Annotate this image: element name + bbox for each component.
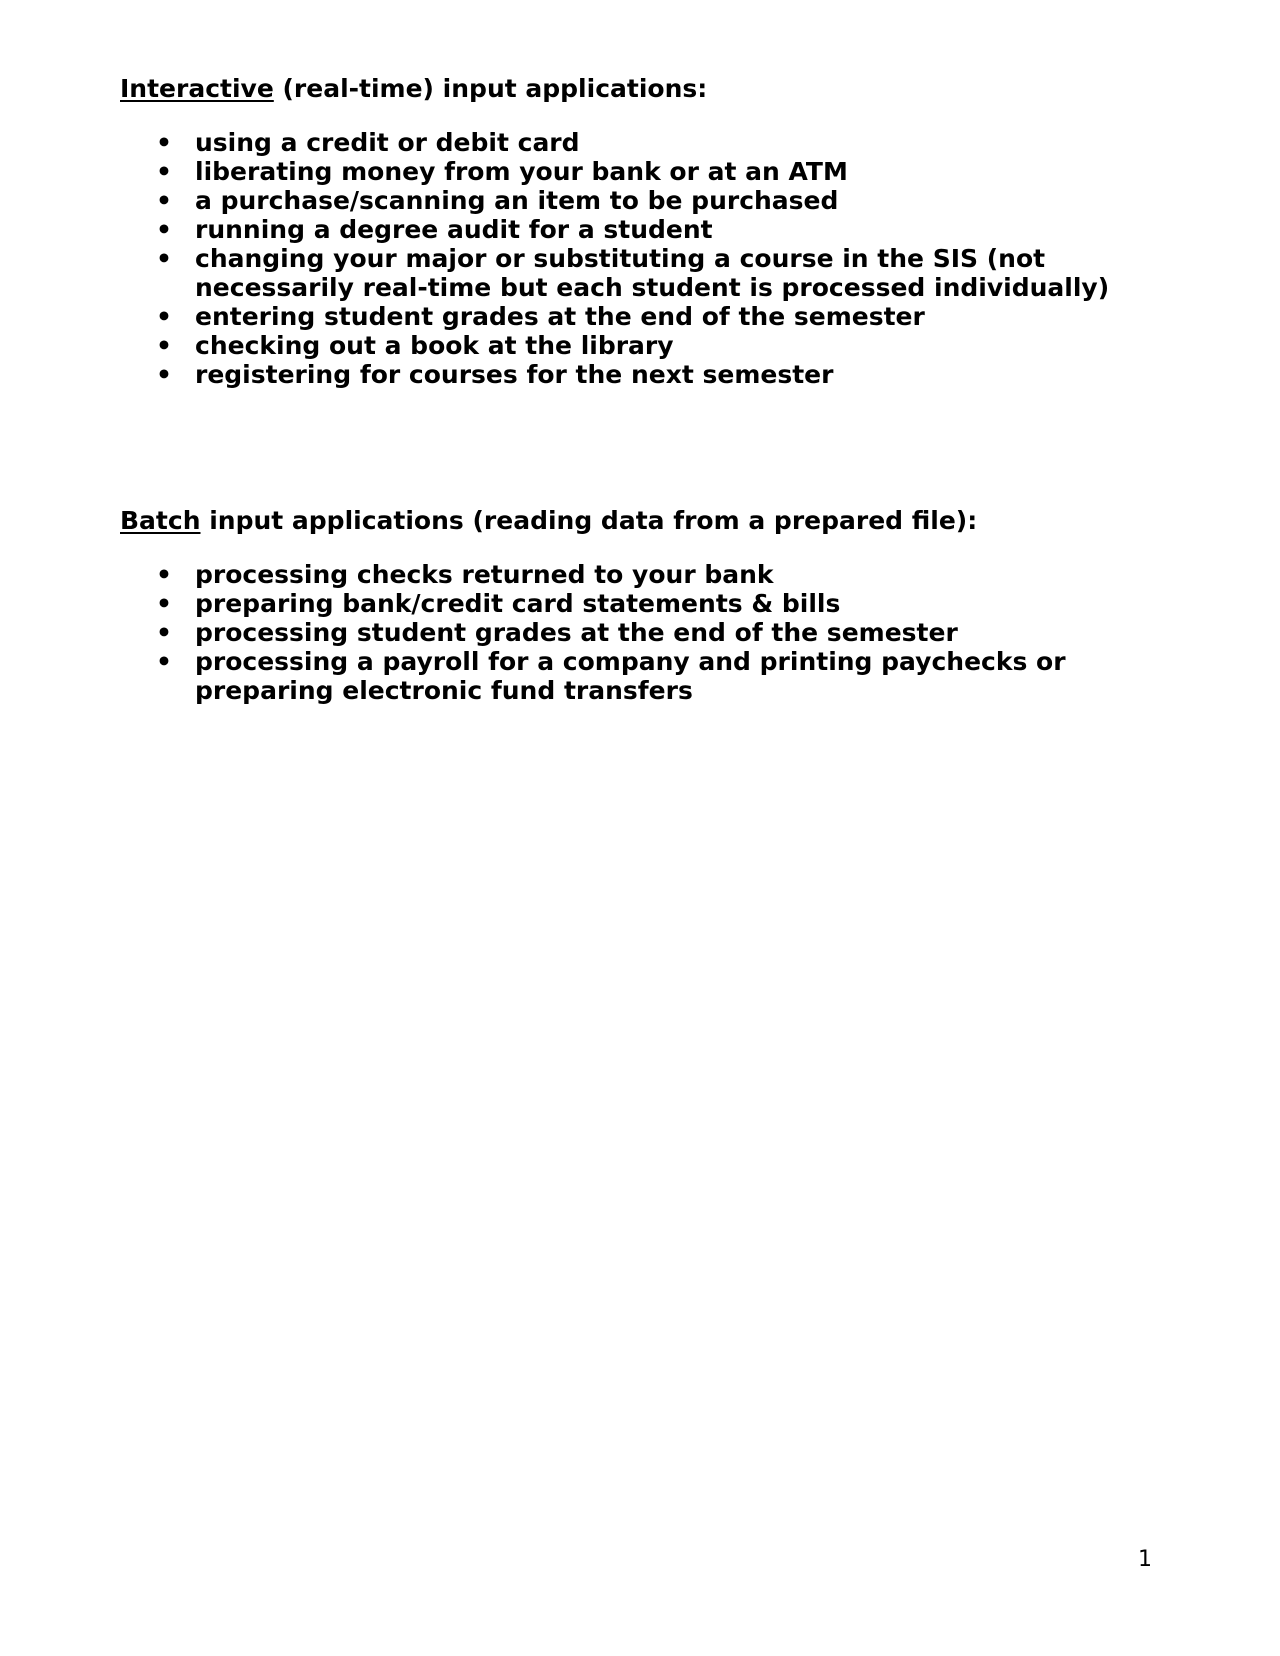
list-item bbox=[120, 244, 1160, 302]
list-item-text: entering student grades at the end of the semester bbox=[195, 302, 925, 331]
list-item bbox=[120, 360, 1160, 389]
bullet-icon: • bbox=[156, 157, 172, 186]
bullet-list bbox=[120, 128, 1160, 389]
list-item bbox=[120, 157, 1160, 186]
list-item bbox=[120, 186, 1160, 215]
bullet-icon: • bbox=[156, 331, 172, 360]
list-item-text: processing checks returned to your bank bbox=[195, 560, 774, 589]
list-item bbox=[120, 215, 1160, 244]
bullet-icon: • bbox=[156, 589, 172, 618]
list-item bbox=[120, 560, 1160, 589]
section-heading bbox=[120, 504, 1160, 538]
bullet-icon: • bbox=[156, 647, 172, 676]
list-item-text: processing a payroll for a company and printing paychecks or preparing electronic fund transfers bbox=[195, 647, 1066, 705]
bullet-icon: • bbox=[156, 215, 172, 244]
list-item bbox=[120, 647, 1160, 705]
list-item-text: running a degree audit for a student bbox=[195, 215, 713, 244]
section-heading bbox=[120, 72, 1160, 106]
heading-text: input applications (reading data from a prepared file): bbox=[200, 506, 978, 535]
heading-underlined-term: Interactive bbox=[120, 74, 274, 103]
list-item-text: preparing bank/credit card statements & bills bbox=[195, 589, 841, 618]
list-item-text: registering for courses for the next semester bbox=[195, 360, 834, 389]
bullet-icon: • bbox=[156, 186, 172, 215]
list-item-text: a purchase/scanning an item to be purchased bbox=[195, 186, 839, 215]
list-item bbox=[120, 589, 1160, 618]
section-interactive bbox=[120, 72, 1160, 389]
list-item bbox=[120, 331, 1160, 360]
bullet-icon: • bbox=[156, 128, 172, 157]
bullet-list bbox=[120, 560, 1160, 705]
bullet-icon: • bbox=[156, 618, 172, 647]
section-batch bbox=[120, 504, 1160, 705]
list-item-text: using a credit or debit card bbox=[195, 128, 580, 157]
list-item bbox=[120, 618, 1160, 647]
page-number: 1 bbox=[1138, 1547, 1152, 1572]
bullet-icon: • bbox=[156, 560, 172, 589]
list-item-text: changing your major or substituting a course in the SIS (not necessarily real-time but each student is processed individually) bbox=[195, 244, 1110, 302]
list-item-text: processing student grades at the end of the semester bbox=[195, 618, 958, 647]
bullet-icon: • bbox=[156, 360, 172, 389]
list-item bbox=[120, 302, 1160, 331]
list-item-text: liberating money from your bank or at an ATM bbox=[195, 157, 848, 186]
bullet-icon: • bbox=[156, 244, 172, 273]
list-item bbox=[120, 128, 1160, 157]
bullet-icon: • bbox=[156, 302, 172, 331]
list-item-text: checking out a book at the library bbox=[195, 331, 674, 360]
heading-text: (real-time) input applications: bbox=[273, 74, 708, 103]
heading-underlined-term: Batch bbox=[120, 506, 201, 535]
